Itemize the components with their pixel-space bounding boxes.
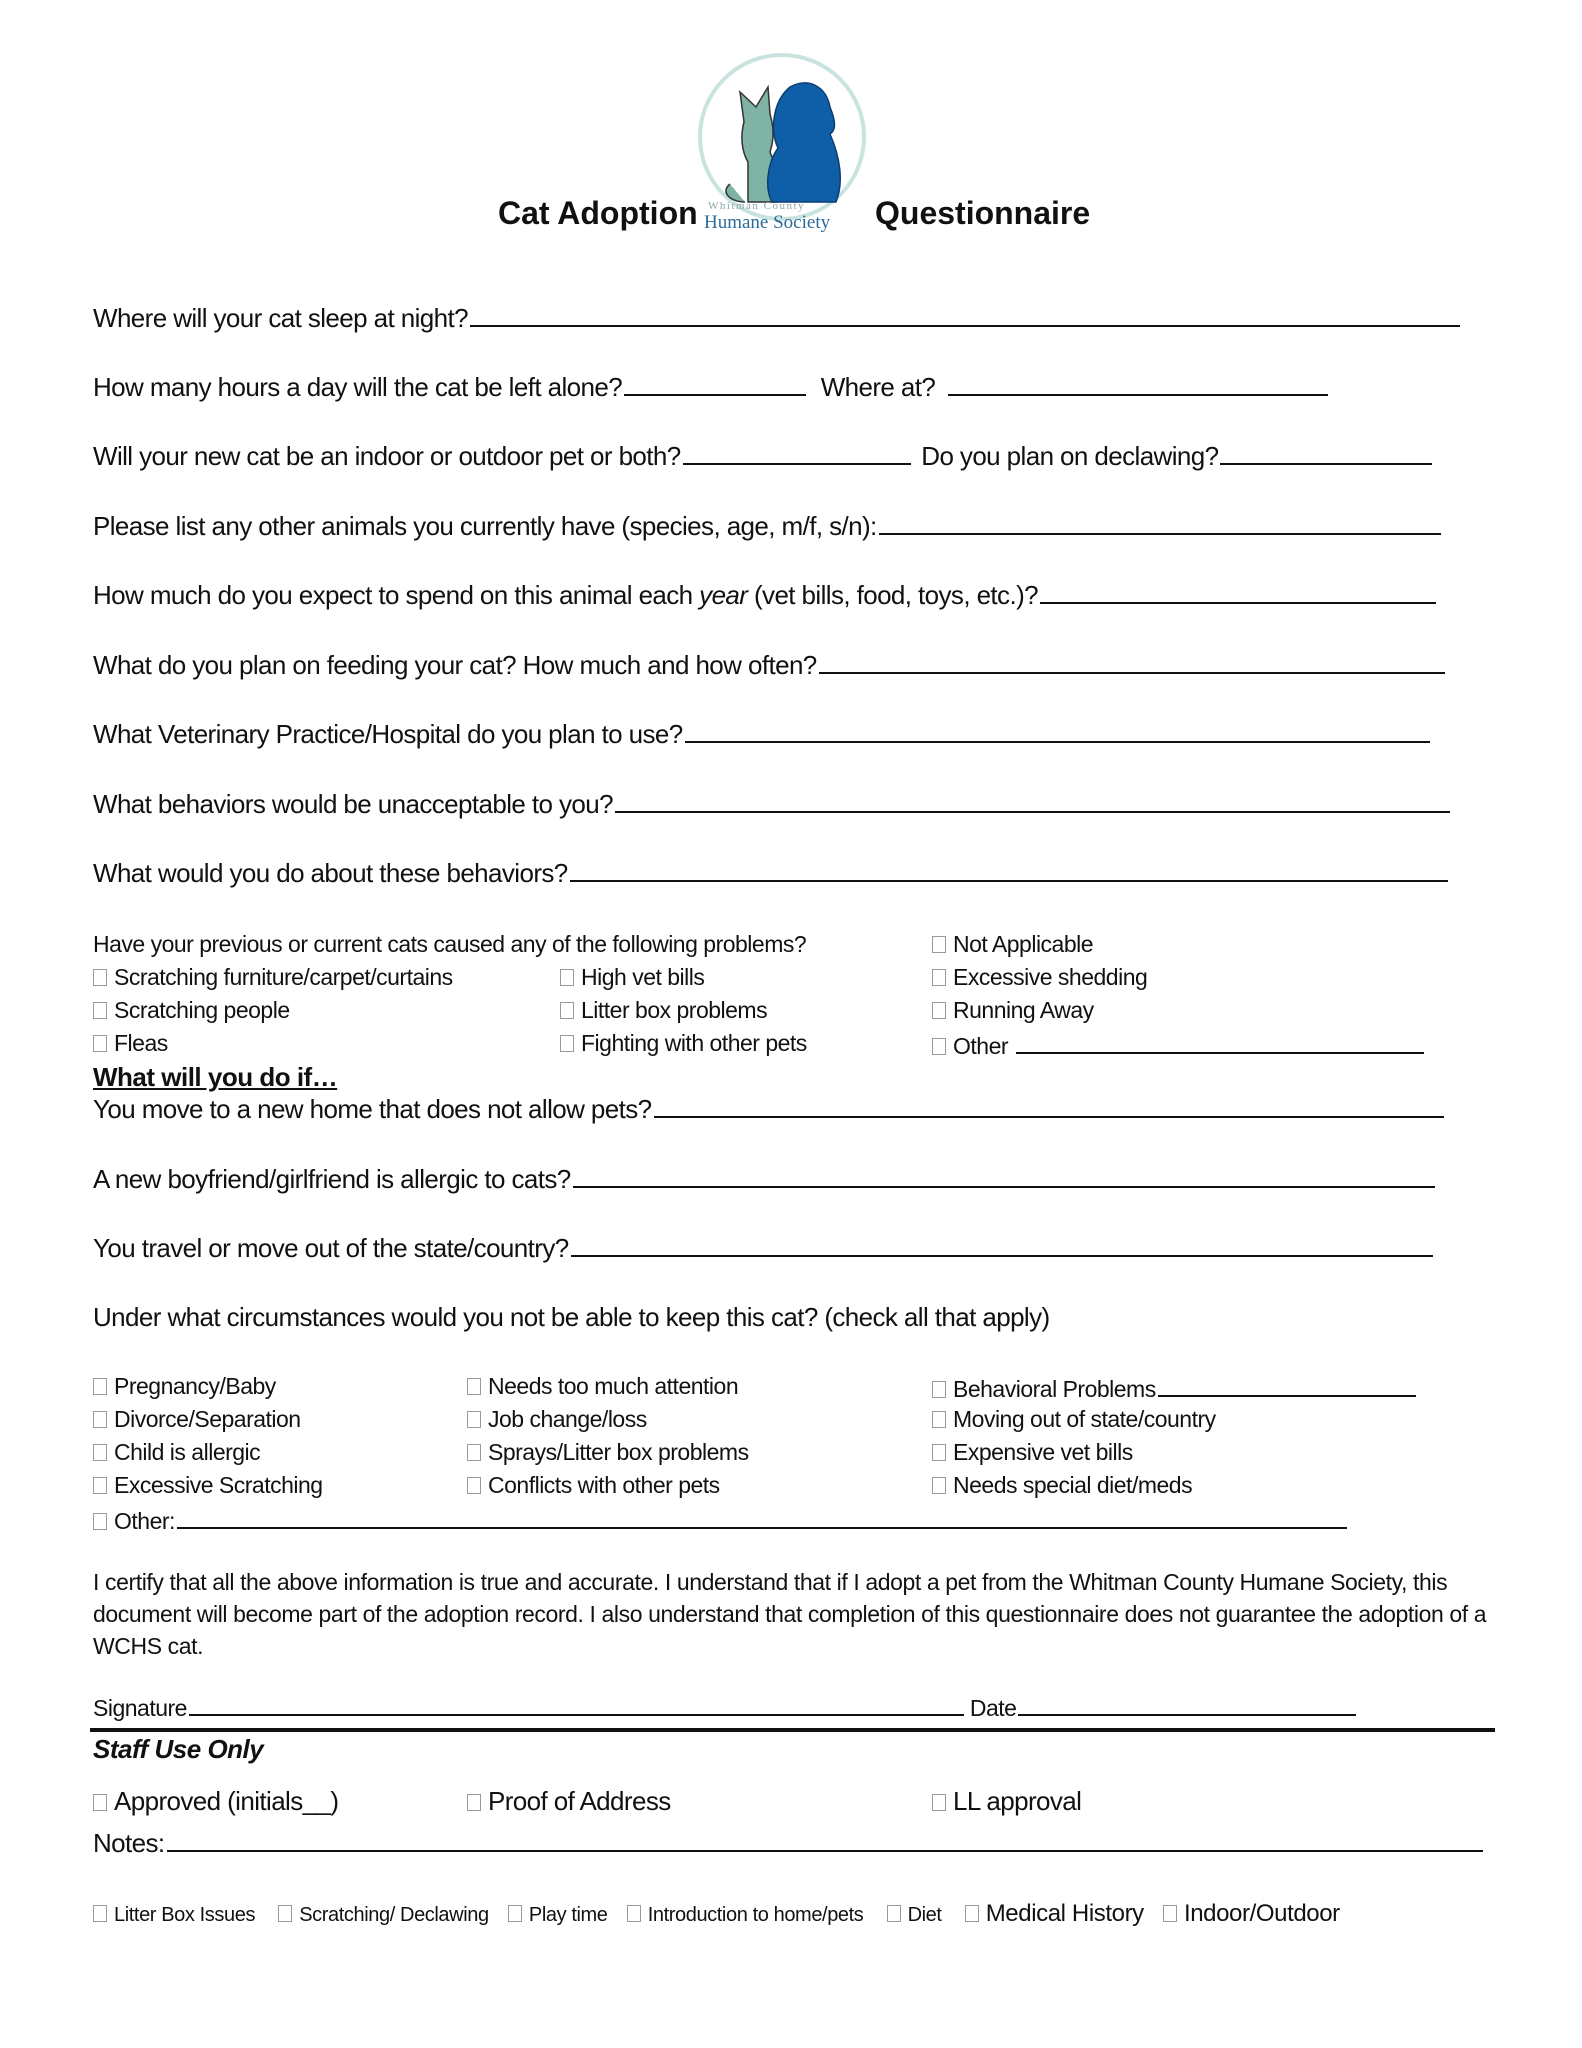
what-if-heading: What will you do if…: [93, 1062, 338, 1092]
checkbox-icon: [560, 969, 574, 986]
answer-declawing[interactable]: [1220, 441, 1432, 465]
title-right: Questionnaire: [875, 195, 1091, 231]
checkbox-icon: [965, 1905, 979, 1922]
checkbox-approved[interactable]: Approved (initials__): [93, 1786, 338, 1817]
certification-text: I certify that all the above information is true and accurate. I understand that if I adopt a pet from the Whitman County Humane Society, this document will become part of the adoption record. I also understand that completion of this questionnaire does not guarantee the adoption of a WCHS cat.: [93, 1569, 1487, 1659]
checkbox-icon: [932, 1444, 946, 1461]
checkbox-problem[interactable]: Excessive shedding: [932, 964, 1147, 991]
question-hours-alone: How many hours a day will the cat be left alone? Where at?: [93, 372, 1328, 403]
checkbox-icon: [467, 1411, 481, 1428]
checkbox-circumstance[interactable]: Conflicts with other pets: [467, 1472, 720, 1499]
checkbox-icon: [93, 1411, 107, 1428]
checkbox-icon: [627, 1905, 641, 1922]
checkbox-icon: [932, 1002, 946, 1019]
answer-travel[interactable]: [571, 1233, 1433, 1257]
checkbox-icon: [93, 969, 107, 986]
answer-yearly-cost[interactable]: [1040, 580, 1436, 604]
checkbox-circumstance[interactable]: Job change/loss: [467, 1406, 647, 1433]
checkbox-circumstance[interactable]: Moving out of state/country: [932, 1406, 1216, 1433]
checkbox-icon: [560, 1002, 574, 1019]
checkbox-topic[interactable]: Diet: [887, 1904, 942, 1926]
answer-where-at[interactable]: [948, 372, 1328, 396]
checkbox-icon: [932, 1411, 946, 1428]
checkbox-icon: [93, 1002, 107, 1019]
checkbox-circumstance-other[interactable]: Other:: [93, 1505, 1347, 1535]
question-unacceptable-behaviors: What behaviors would be unacceptable to you?: [93, 789, 1450, 820]
checkbox-icon: [93, 1905, 107, 1922]
checkbox-circumstance[interactable]: Pregnancy/Baby: [93, 1373, 276, 1400]
checkbox-icon: [467, 1378, 481, 1395]
checkbox-not-applicable[interactable]: Not Applicable: [932, 931, 1093, 958]
staff-heading: Staff Use Only: [93, 1734, 264, 1764]
problems-question: Have your previous or current cats caused any of the following problems?: [93, 931, 807, 957]
question-feeding: What do you plan on feeding your cat? How much and how often?: [93, 650, 1445, 681]
checkbox-circumstance[interactable]: Needs too much attention: [467, 1373, 738, 1400]
question-behavior-actions: What would you do about these behaviors?: [93, 858, 1448, 889]
checkbox-icon: [932, 936, 946, 953]
checkbox-icon: [467, 1444, 481, 1461]
question-allergic-partner: A new boyfriend/girlfriend is allergic to cats?: [93, 1164, 1435, 1195]
answer-behavioral-problems[interactable]: [1158, 1373, 1416, 1397]
checkbox-icon: [467, 1477, 481, 1494]
answer-hours[interactable]: [624, 372, 806, 396]
checkbox-icon: [932, 969, 946, 986]
answer-sleep[interactable]: [470, 303, 1460, 327]
answer-vet[interactable]: [685, 719, 1430, 743]
checkbox-circumstance[interactable]: Child is allergic: [93, 1439, 260, 1466]
title-left: Cat Adoption: [498, 195, 698, 231]
checkbox-icon: [560, 1035, 574, 1052]
checkbox-icon: [93, 1794, 107, 1811]
checkbox-icon: [467, 1794, 481, 1811]
checkbox-icon: [1163, 1905, 1177, 1922]
checkbox-icon: [932, 1381, 946, 1398]
logo-line1: Whitman County: [708, 200, 806, 212]
answer-unacceptable-behaviors[interactable]: [615, 789, 1450, 813]
topics-row: [93, 1900, 1340, 1928]
answer-indoor-outdoor[interactable]: [683, 441, 911, 465]
checkbox-problem[interactable]: Scratching furniture/carpet/curtains: [93, 964, 453, 991]
checkbox-icon: [887, 1905, 901, 1922]
checkbox-icon: [508, 1905, 522, 1922]
answer-move-home[interactable]: [654, 1094, 1444, 1118]
answer-allergic-partner[interactable]: [573, 1164, 1435, 1188]
checkbox-circumstance[interactable]: Sprays/Litter box problems: [467, 1439, 749, 1466]
answer-feeding[interactable]: [819, 650, 1445, 674]
checkbox-problem[interactable]: High vet bills: [560, 964, 704, 991]
answer-problem-other[interactable]: [1016, 1030, 1424, 1054]
checkbox-problem[interactable]: Fighting with other pets: [560, 1030, 807, 1057]
checkbox-topic[interactable]: Medical History: [965, 1900, 1144, 1927]
checkbox-topic[interactable]: Scratching/ Declawing: [278, 1904, 488, 1926]
checkbox-problem[interactable]: Scratching people: [93, 997, 290, 1024]
question-sleep: Where will your cat sleep at night?: [93, 303, 1460, 334]
checkbox-icon: [932, 1794, 946, 1811]
question-yearly-cost: How much do you expect to spend on this animal each year (vet bills, food, toys, etc.)?: [93, 580, 1436, 611]
logo-line2: Humane Society: [704, 212, 831, 233]
checkbox-problem[interactable]: Running Away: [932, 997, 1094, 1024]
checkbox-topic[interactable]: Litter Box Issues: [93, 1904, 255, 1926]
checkbox-icon: [278, 1905, 292, 1922]
checkbox-circumstance[interactable]: Needs special diet/meds: [932, 1472, 1192, 1499]
question-vet: What Veterinary Practice/Hospital do you plan to use?: [93, 719, 1430, 750]
notes-row: Notes:: [93, 1828, 1483, 1859]
date-field[interactable]: [1018, 1692, 1356, 1716]
circumstances-question: Under what circumstances would you not be able to keep this cat? (check all that apply): [93, 1302, 1050, 1332]
section-divider: [90, 1728, 1495, 1732]
checkbox-icon: [93, 1378, 107, 1395]
question-other-animals: Please list any other animals you currently have (species, age, m/f, s/n):: [93, 511, 1441, 542]
checkbox-circumstance-behavioral[interactable]: Behavioral Problems: [932, 1373, 1416, 1403]
checkbox-problem[interactable]: Litter box problems: [560, 997, 767, 1024]
checkbox-icon: [93, 1477, 107, 1494]
answer-circumstance-other[interactable]: [177, 1505, 1347, 1529]
checkbox-topic[interactable]: Play time: [508, 1904, 608, 1926]
checkbox-proof-of-address[interactable]: Proof of Address: [467, 1786, 671, 1817]
notes-field[interactable]: [167, 1828, 1483, 1852]
checkbox-problem[interactable]: Fleas: [93, 1030, 168, 1057]
question-move-home: You move to a new home that does not allow pets?: [93, 1094, 1444, 1125]
question-indoor-outdoor: Will your new cat be an indoor or outdoor pet or both? Do you plan on declawing?: [93, 441, 1432, 472]
checkbox-icon: [93, 1444, 107, 1461]
checkbox-icon: [93, 1035, 107, 1052]
checkbox-icon: [932, 1038, 946, 1055]
checkbox-circumstance[interactable]: Divorce/Separation: [93, 1406, 301, 1433]
checkbox-problem-other[interactable]: Other: [932, 1030, 1424, 1060]
checkbox-icon: [93, 1513, 107, 1530]
checkbox-ll-approval[interactable]: LL approval: [932, 1786, 1081, 1817]
wchs-logo: [690, 52, 875, 242]
question-travel: You travel or move out of the state/country?: [93, 1233, 1433, 1264]
checkbox-circumstance[interactable]: Excessive Scratching: [93, 1472, 323, 1499]
signature-field[interactable]: [189, 1692, 964, 1716]
checkbox-circumstance[interactable]: Expensive vet bills: [932, 1439, 1133, 1466]
answer-behavior-actions[interactable]: [570, 858, 1448, 882]
checkbox-topic[interactable]: Introduction to home/pets: [627, 1904, 864, 1926]
checkbox-topic[interactable]: Indoor/Outdoor: [1163, 1900, 1340, 1927]
answer-other-animals[interactable]: [879, 511, 1441, 535]
signature-row: Signature Date: [93, 1692, 1356, 1722]
checkbox-icon: [932, 1477, 946, 1494]
